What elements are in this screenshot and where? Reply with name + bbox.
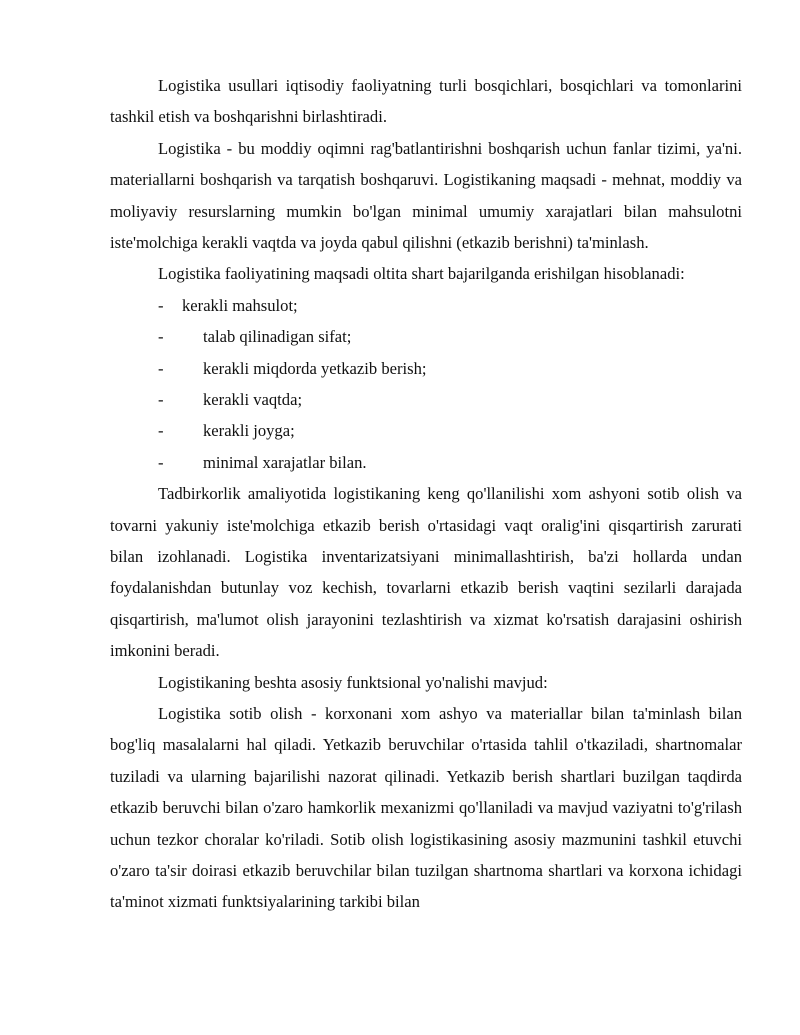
- list-item: [110, 353, 742, 384]
- list-item: [110, 415, 742, 446]
- list-item-text: kerakli miqdorda yetkazib berish;: [203, 358, 427, 378]
- list-dash: -: [158, 327, 164, 347]
- list-dash: -: [158, 390, 164, 410]
- list-dash: -: [158, 452, 164, 472]
- list-item: [110, 447, 742, 478]
- paragraph-five-directions: Logistikaning beshta asosiy funktsional yo'nalishi mavjud:: [158, 672, 548, 692]
- list-item-text: kerakli joyga;: [203, 421, 295, 441]
- paragraph-logistics-methods: Logistika usullari iqtisodiy faoliyatning turli bosqichlari, bosqichlari va tomonlarini tashkil etish va boshqarishni birlashtiradi.: [110, 76, 742, 127]
- list-item-text: kerakli vaqtda;: [203, 390, 303, 410]
- list-item: [110, 290, 742, 321]
- list-dash: -: [158, 421, 164, 441]
- list-item-text: minimal xarajatlar bilan.: [203, 452, 367, 472]
- list-item-text: talab qilinadigan sifat;: [203, 327, 352, 347]
- list-item: [110, 321, 742, 352]
- paragraph-purchasing-logistics: Logistika sotib olish - korxonani xom ashyo va materiallar bilan ta'minlash bilan bog'liq masalalarni hal qiladi. Yetkazib beruvchilar o'rtasida tahlil o'tkaziladi, shartnomalar tuziladi va ularning bajarilishi nazorat qilinadi. Yetkazib berish shartlari buzilgan taqdirda etkazib beruvchi bilan o'zaro hamkorlik mexanizmi qo'llaniladi va mavjud vaziyatni to'g'rilash uchun tezkor choralar ko'riladi. Sotib olish logistikasining asosiy mazmunini tashkil etuvchi o'zaro ta'sir doirasi etkazib beruvchilar bilan tuzilgan shartnoma shartlari va korxona ichidagi ta'minot xizmati funktsiyalarining tarkibi bilan: [110, 704, 742, 912]
- paragraph-logistics-definition: Logistika - bu moddiy oqimni rag'batlantirishni boshqarish uchun fanlar tizimi, ya'ni. materiallarni boshqarish va tarqatish boshqaruvi. Logistikaning maqsadi - mehnat, moddiy va moliyaviy resurslarning mumkin bo'lgan minimal umumiy xarajatlari bilan mahsulotni iste'molchiga kerakli vaqtda va joyda qabul qilishni (etkazib berishni) ta'minlash.: [110, 138, 742, 253]
- paragraph-six-conditions-intro: Logistika faoliyatining maqsadi oltita shart bajarilganda erishilgan hisoblanadi:: [158, 264, 685, 284]
- list-item-text: kerakli mahsulot;: [182, 295, 298, 315]
- paragraph-business-practice: Tadbirkorlik amaliyotida logistikaning keng qo'llanilishi xom ashyoni sotib olish va tovarni yakuniy iste'molchiga etkazib berish o'rtasidagi vaqt oralig'ini qisqartirish zarurati bilan izohlanadi. Logistika inventarizatsiyani minimallashtirish, ba'zi hollarda undan foydalanishdan butunlay voz kechish, tovarlarni etkazib berish vaqtini sezilarli darajada qisqartirish, ma'lumot olish jarayonini tezlashtirish va xizmat ko'rsatish darajasini oshirish imkonini beradi.: [110, 484, 742, 661]
- list-dash: -: [158, 295, 164, 315]
- list-item: [110, 384, 742, 415]
- list-dash: -: [158, 358, 164, 378]
- document-page: [110, 70, 742, 918]
